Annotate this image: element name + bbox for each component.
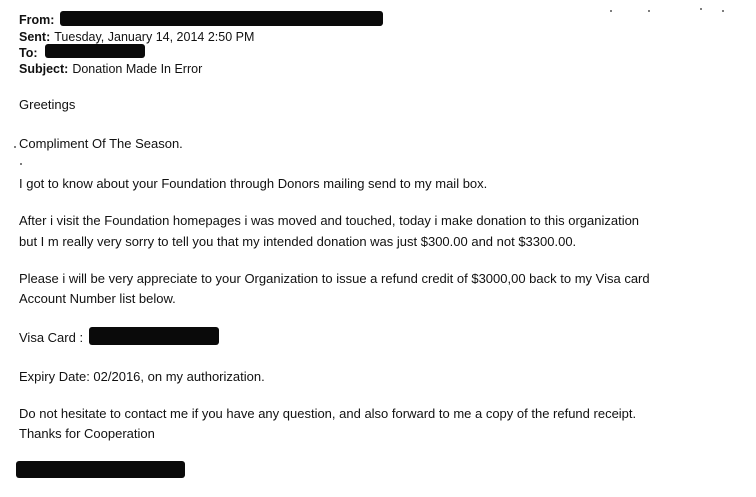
paragraph-3-line-2: Account Number list below. — [19, 291, 176, 306]
from-row — [19, 12, 58, 28]
greeting: Greetings — [19, 97, 76, 112]
paragraph-2-line-1: After i visit the Foundation homepages i was moved and touched, today i make donation to this organization — [19, 213, 640, 228]
scan-speck — [14, 146, 16, 148]
paragraph-4-line-1: Do not hesitate to contact me if you have any question, and also forward to me a copy of the refund receipt. — [19, 406, 637, 421]
scan-speck — [648, 10, 650, 12]
scan-speck — [20, 163, 22, 165]
paragraph-4-line-2: Thanks for Cooperation — [19, 426, 155, 441]
sent-value: Tuesday, January 14, 2014 2:50 PM — [54, 30, 255, 44]
signature-redaction — [16, 461, 185, 478]
from-label: From: — [19, 13, 55, 27]
visa-card-redaction — [89, 327, 219, 345]
paragraph-1: I got to know about your Foundation through Donors mailing send to my mail box. — [19, 176, 488, 191]
subject-label: Subject: — [19, 62, 69, 76]
scan-speck — [722, 10, 724, 12]
sent-label: Sent: — [19, 30, 51, 44]
from-redaction — [60, 11, 383, 26]
paragraph-3-line-1: Please i will be very appreciate to your Organization to issue a refund credit of $3000,00 back to my Visa card — [19, 271, 650, 286]
compliment: Compliment Of The Season. — [19, 136, 183, 151]
subject-value: Donation Made In Error — [72, 62, 203, 76]
scan-speck — [610, 10, 612, 12]
paragraph-2-line-2: but I m really very sorry to tell you that my intended donation was just $300.00 and not $3300.00. — [19, 234, 577, 249]
expiry-line: Expiry Date: 02/2016, on my authorization. — [19, 369, 265, 384]
visa-card-label: Visa Card : — [19, 330, 84, 345]
to-redaction — [45, 44, 145, 58]
scan-speck — [700, 8, 702, 10]
to-row — [19, 45, 42, 61]
subject-row — [19, 61, 202, 77]
to-label: To: — [19, 46, 38, 60]
sent-row — [19, 29, 254, 45]
